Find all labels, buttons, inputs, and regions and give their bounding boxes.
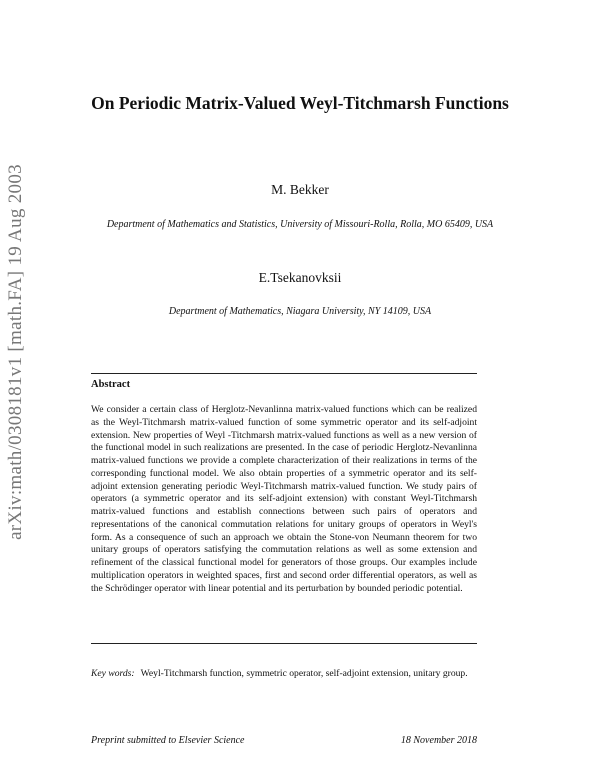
author-name-2: E.Tsekanovksii <box>258 270 342 285</box>
footer-preprint-note: Preprint submitted to Elsevier Science <box>91 735 245 746</box>
author-name-1: M. Bekker <box>271 182 329 197</box>
arxiv-identifier-stamp <box>1 152 31 552</box>
author-affiliation-1: Department of Mathematics and Statistics, University of Missouri-Rolla, Rolla, MO 65409, USA <box>106 219 494 230</box>
abstract-bottom-rule <box>91 643 477 644</box>
abstract-top-rule <box>91 373 477 374</box>
abstract-heading: Abstract <box>91 379 131 390</box>
abstract-body: We consider a certain class of Herglotz-Nevanlinna matrix-valued functions which can be realized as the Weyl-Titchmarsh matrix-valued function of some symmetric operator and its self-adjoint extension. New properties of Weyl -Titchmarsh matrix-valued functions as well as a new version of the functional model in such realizations are presented. In the case of periodic Herglotz-Nevanlinna matrix-valued functions we provide a complete characterization of their realizations in terms of the corresponding functional model. We also obtain properties of a symmetric operator and its self-adjoint extension generating periodic Weyl-Titchmarsh matrix-valued function. We study pairs of operators (a symmetric operator and its self-adjoint extension) with constant Weyl-Titchmarsh matrix-valued functions and establish connections between such pairs of operators and representations of the canonical commutation relations for unitary groups of operators in Weyl's form. As a consequence of such an approach we obtain the Stone-von Neumann theorem for two unitary groups of operators satisfying the commutation relations as well as some extension and refinement of the classical functional model for generators of those groups. Our examples include multiplication operators in weighted spaces, first and second order differential operators, as well as the Schrödinger operator with linear potential and its perturbation by bounded periodic potential. <box>91 404 477 594</box>
keywords-text: Weyl-Titchmarsh function, symmetric operator, self-adjoint extension, unitary group. <box>140 668 468 679</box>
paper-title: On Periodic Matrix-Valued Weyl-Titchmarsh Functions <box>91 93 509 113</box>
keywords-block <box>91 668 477 681</box>
arxiv-identifier-text: arXiv:math/0308181v1 [math.FA] 19 Aug 2003 <box>5 164 27 540</box>
keywords-label: Key words: <box>91 668 135 679</box>
footer-date: 18 November 2018 <box>400 735 477 746</box>
author-affiliation-2: Department of Mathematics, Niagara University, NY 14109, USA <box>168 306 432 317</box>
